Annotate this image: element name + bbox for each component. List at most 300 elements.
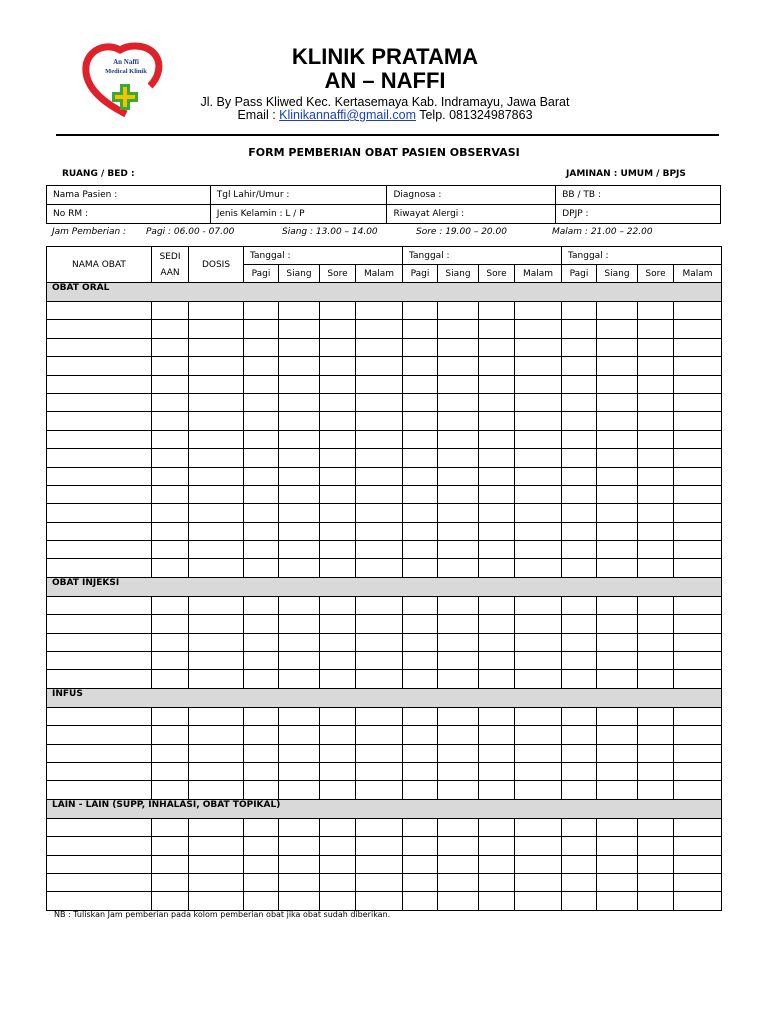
table-cell[interactable] <box>438 449 479 467</box>
table-cell[interactable] <box>597 541 638 559</box>
table-cell[interactable] <box>152 596 189 614</box>
table-cell[interactable] <box>152 726 189 744</box>
table-cell[interactable] <box>244 873 279 891</box>
table-cell[interactable] <box>47 320 152 338</box>
table-cell[interactable] <box>47 504 152 522</box>
table-cell[interactable] <box>479 338 515 356</box>
table-cell[interactable] <box>403 320 438 338</box>
table-cell[interactable] <box>47 596 152 614</box>
table-cell[interactable] <box>320 762 356 780</box>
table-cell[interactable] <box>189 375 244 393</box>
table-cell[interactable] <box>356 559 403 577</box>
table-cell[interactable] <box>515 855 562 873</box>
table-cell[interactable] <box>562 726 597 744</box>
table-cell[interactable] <box>152 375 189 393</box>
table-cell[interactable] <box>47 707 152 725</box>
nama-pasien-field[interactable]: Nama Pasien : <box>47 186 211 205</box>
table-cell[interactable] <box>403 670 438 688</box>
table-cell[interactable] <box>279 781 320 799</box>
table-cell[interactable] <box>320 707 356 725</box>
table-cell[interactable] <box>152 837 189 855</box>
table-cell[interactable] <box>189 485 244 503</box>
table-cell[interactable] <box>597 652 638 670</box>
table-cell[interactable] <box>597 781 638 799</box>
table-cell[interactable] <box>189 412 244 430</box>
table-cell[interactable] <box>562 522 597 540</box>
table-cell[interactable] <box>279 855 320 873</box>
table-cell[interactable] <box>562 430 597 448</box>
table-cell[interactable] <box>244 302 279 320</box>
table-cell[interactable] <box>279 504 320 522</box>
table-cell[interactable] <box>674 393 722 411</box>
table-cell[interactable] <box>515 485 562 503</box>
table-cell[interactable] <box>320 559 356 577</box>
table-cell[interactable] <box>562 338 597 356</box>
table-cell[interactable] <box>244 375 279 393</box>
email-link[interactable]: Klinikannaffi@gmail.com <box>279 108 416 122</box>
table-cell[interactable] <box>438 892 479 910</box>
table-cell[interactable] <box>320 596 356 614</box>
table-cell[interactable] <box>152 652 189 670</box>
table-cell[interactable] <box>674 762 722 780</box>
table-cell[interactable] <box>244 633 279 651</box>
table-cell[interactable] <box>320 302 356 320</box>
table-cell[interactable] <box>562 504 597 522</box>
table-cell[interactable] <box>189 892 244 910</box>
table-cell[interactable] <box>479 596 515 614</box>
table-cell[interactable] <box>189 652 244 670</box>
table-cell[interactable] <box>515 670 562 688</box>
table-cell[interactable] <box>403 430 438 448</box>
table-cell[interactable] <box>356 302 403 320</box>
table-cell[interactable] <box>438 726 479 744</box>
table-cell[interactable] <box>638 837 674 855</box>
table-cell[interactable] <box>438 357 479 375</box>
table-cell[interactable] <box>438 467 479 485</box>
table-cell[interactable] <box>403 707 438 725</box>
table-cell[interactable] <box>356 393 403 411</box>
table-cell[interactable] <box>438 541 479 559</box>
table-cell[interactable] <box>403 892 438 910</box>
table-cell[interactable] <box>597 837 638 855</box>
table-cell[interactable] <box>479 873 515 891</box>
table-cell[interactable] <box>638 744 674 762</box>
table-cell[interactable] <box>152 855 189 873</box>
table-cell[interactable] <box>638 762 674 780</box>
table-cell[interactable] <box>356 357 403 375</box>
table-cell[interactable] <box>438 559 479 577</box>
table-cell[interactable] <box>47 393 152 411</box>
table-cell[interactable] <box>320 892 356 910</box>
table-cell[interactable] <box>152 762 189 780</box>
table-cell[interactable] <box>638 375 674 393</box>
table-cell[interactable] <box>279 633 320 651</box>
table-cell[interactable] <box>152 559 189 577</box>
table-cell[interactable] <box>479 320 515 338</box>
table-cell[interactable] <box>244 504 279 522</box>
table-cell[interactable] <box>152 504 189 522</box>
table-cell[interactable] <box>562 873 597 891</box>
table-cell[interactable] <box>638 615 674 633</box>
table-cell[interactable] <box>244 855 279 873</box>
table-cell[interactable] <box>403 375 438 393</box>
table-cell[interactable] <box>515 615 562 633</box>
table-cell[interactable] <box>279 652 320 670</box>
table-cell[interactable] <box>638 467 674 485</box>
table-cell[interactable] <box>674 357 722 375</box>
tanggal-2[interactable]: Tanggal : <box>403 247 562 265</box>
table-cell[interactable] <box>189 615 244 633</box>
table-cell[interactable] <box>403 541 438 559</box>
table-cell[interactable] <box>244 615 279 633</box>
table-cell[interactable] <box>438 837 479 855</box>
table-cell[interactable] <box>638 393 674 411</box>
table-cell[interactable] <box>320 393 356 411</box>
table-cell[interactable] <box>152 541 189 559</box>
table-cell[interactable] <box>479 744 515 762</box>
table-cell[interactable] <box>189 430 244 448</box>
table-cell[interactable] <box>597 375 638 393</box>
table-cell[interactable] <box>597 430 638 448</box>
table-cell[interactable] <box>244 338 279 356</box>
table-cell[interactable] <box>320 522 356 540</box>
table-cell[interactable] <box>356 412 403 430</box>
table-cell[interactable] <box>638 504 674 522</box>
table-cell[interactable] <box>152 522 189 540</box>
table-cell[interactable] <box>356 338 403 356</box>
table-cell[interactable] <box>152 818 189 836</box>
table-cell[interactable] <box>438 522 479 540</box>
table-cell[interactable] <box>438 670 479 688</box>
table-cell[interactable] <box>403 412 438 430</box>
table-cell[interactable] <box>674 652 722 670</box>
table-cell[interactable] <box>152 320 189 338</box>
table-cell[interactable] <box>597 393 638 411</box>
table-cell[interactable] <box>189 873 244 891</box>
table-cell[interactable] <box>279 393 320 411</box>
table-cell[interactable] <box>244 467 279 485</box>
table-cell[interactable] <box>438 596 479 614</box>
table-cell[interactable] <box>515 633 562 651</box>
table-cell[interactable] <box>479 892 515 910</box>
table-cell[interactable] <box>152 338 189 356</box>
table-cell[interactable] <box>320 670 356 688</box>
table-cell[interactable] <box>674 633 722 651</box>
table-cell[interactable] <box>597 504 638 522</box>
table-cell[interactable] <box>47 837 152 855</box>
table-cell[interactable] <box>356 726 403 744</box>
table-cell[interactable] <box>562 485 597 503</box>
table-cell[interactable] <box>515 781 562 799</box>
table-cell[interactable] <box>562 707 597 725</box>
table-cell[interactable] <box>47 652 152 670</box>
table-cell[interactable] <box>562 781 597 799</box>
table-cell[interactable] <box>479 633 515 651</box>
table-cell[interactable] <box>638 485 674 503</box>
table-cell[interactable] <box>403 855 438 873</box>
table-cell[interactable] <box>638 559 674 577</box>
tanggal-1[interactable]: Tanggal : <box>244 247 403 265</box>
table-cell[interactable] <box>515 818 562 836</box>
table-cell[interactable] <box>356 744 403 762</box>
table-cell[interactable] <box>438 855 479 873</box>
table-cell[interactable] <box>479 559 515 577</box>
table-cell[interactable] <box>47 615 152 633</box>
table-cell[interactable] <box>597 873 638 891</box>
table-cell[interactable] <box>674 504 722 522</box>
table-cell[interactable] <box>597 338 638 356</box>
table-cell[interactable] <box>562 652 597 670</box>
table-cell[interactable] <box>515 430 562 448</box>
table-cell[interactable] <box>479 707 515 725</box>
bb-tb-field[interactable]: BB / TB : <box>556 186 721 205</box>
table-cell[interactable] <box>320 504 356 522</box>
table-cell[interactable] <box>356 633 403 651</box>
table-cell[interactable] <box>479 652 515 670</box>
table-cell[interactable] <box>47 762 152 780</box>
table-cell[interactable] <box>638 707 674 725</box>
table-cell[interactable] <box>279 837 320 855</box>
table-cell[interactable] <box>438 412 479 430</box>
table-cell[interactable] <box>47 485 152 503</box>
table-cell[interactable] <box>320 726 356 744</box>
table-cell[interactable] <box>403 522 438 540</box>
table-cell[interactable] <box>479 375 515 393</box>
table-cell[interactable] <box>515 892 562 910</box>
table-cell[interactable] <box>674 892 722 910</box>
table-cell[interactable] <box>356 781 403 799</box>
table-cell[interactable] <box>597 707 638 725</box>
table-cell[interactable] <box>47 357 152 375</box>
table-cell[interactable] <box>152 412 189 430</box>
table-cell[interactable] <box>438 615 479 633</box>
table-cell[interactable] <box>562 449 597 467</box>
table-cell[interactable] <box>47 726 152 744</box>
table-cell[interactable] <box>320 855 356 873</box>
table-cell[interactable] <box>479 615 515 633</box>
table-cell[interactable] <box>403 873 438 891</box>
table-cell[interactable] <box>597 744 638 762</box>
table-cell[interactable] <box>479 302 515 320</box>
table-cell[interactable] <box>356 596 403 614</box>
table-cell[interactable] <box>356 375 403 393</box>
table-cell[interactable] <box>479 522 515 540</box>
table-cell[interactable] <box>597 615 638 633</box>
table-cell[interactable] <box>47 302 152 320</box>
table-cell[interactable] <box>479 504 515 522</box>
table-cell[interactable] <box>562 320 597 338</box>
table-cell[interactable] <box>356 818 403 836</box>
table-cell[interactable] <box>244 744 279 762</box>
table-cell[interactable] <box>279 357 320 375</box>
table-cell[interactable] <box>189 393 244 411</box>
table-cell[interactable] <box>403 818 438 836</box>
table-cell[interactable] <box>638 338 674 356</box>
table-cell[interactable] <box>403 467 438 485</box>
table-cell[interactable] <box>279 726 320 744</box>
table-cell[interactable] <box>515 762 562 780</box>
table-cell[interactable] <box>674 873 722 891</box>
table-cell[interactable] <box>638 726 674 744</box>
table-cell[interactable] <box>279 375 320 393</box>
table-cell[interactable] <box>638 855 674 873</box>
table-cell[interactable] <box>638 412 674 430</box>
table-cell[interactable] <box>638 449 674 467</box>
table-cell[interactable] <box>403 357 438 375</box>
table-cell[interactable] <box>403 837 438 855</box>
table-cell[interactable] <box>674 412 722 430</box>
table-cell[interactable] <box>674 781 722 799</box>
table-cell[interactable] <box>320 338 356 356</box>
table-cell[interactable] <box>562 892 597 910</box>
table-cell[interactable] <box>674 541 722 559</box>
table-cell[interactable] <box>674 430 722 448</box>
table-cell[interactable] <box>638 596 674 614</box>
table-cell[interactable] <box>244 522 279 540</box>
table-cell[interactable] <box>438 320 479 338</box>
table-cell[interactable] <box>674 375 722 393</box>
table-cell[interactable] <box>515 357 562 375</box>
table-cell[interactable] <box>356 504 403 522</box>
table-cell[interactable] <box>597 302 638 320</box>
table-cell[interactable] <box>638 633 674 651</box>
table-cell[interactable] <box>479 412 515 430</box>
table-cell[interactable] <box>47 670 152 688</box>
table-cell[interactable] <box>152 485 189 503</box>
table-cell[interactable] <box>189 596 244 614</box>
table-cell[interactable] <box>597 892 638 910</box>
table-cell[interactable] <box>152 633 189 651</box>
table-cell[interactable] <box>403 652 438 670</box>
table-cell[interactable] <box>562 633 597 651</box>
table-cell[interactable] <box>597 670 638 688</box>
table-cell[interactable] <box>189 762 244 780</box>
table-cell[interactable] <box>479 430 515 448</box>
table-cell[interactable] <box>597 762 638 780</box>
table-cell[interactable] <box>638 818 674 836</box>
table-cell[interactable] <box>279 412 320 430</box>
table-cell[interactable] <box>189 855 244 873</box>
table-cell[interactable] <box>403 485 438 503</box>
table-cell[interactable] <box>189 449 244 467</box>
table-cell[interactable] <box>674 855 722 873</box>
table-cell[interactable] <box>47 633 152 651</box>
table-cell[interactable] <box>320 467 356 485</box>
table-cell[interactable] <box>189 504 244 522</box>
table-cell[interactable] <box>403 338 438 356</box>
table-cell[interactable] <box>438 430 479 448</box>
table-cell[interactable] <box>674 596 722 614</box>
tgl-lahir-field[interactable]: Tgl Lahir/Umur : <box>210 186 387 205</box>
table-cell[interactable] <box>244 559 279 577</box>
table-cell[interactable] <box>320 633 356 651</box>
table-cell[interactable] <box>438 744 479 762</box>
table-cell[interactable] <box>189 837 244 855</box>
table-cell[interactable] <box>189 781 244 799</box>
table-cell[interactable] <box>597 559 638 577</box>
table-cell[interactable] <box>562 467 597 485</box>
table-cell[interactable] <box>244 762 279 780</box>
table-cell[interactable] <box>479 818 515 836</box>
table-cell[interactable] <box>515 837 562 855</box>
table-cell[interactable] <box>189 670 244 688</box>
table-cell[interactable] <box>562 393 597 411</box>
table-cell[interactable] <box>152 744 189 762</box>
table-cell[interactable] <box>320 652 356 670</box>
table-cell[interactable] <box>638 357 674 375</box>
table-cell[interactable] <box>638 781 674 799</box>
table-cell[interactable] <box>356 670 403 688</box>
table-cell[interactable] <box>47 338 152 356</box>
table-cell[interactable] <box>403 393 438 411</box>
table-cell[interactable] <box>279 430 320 448</box>
table-cell[interactable] <box>515 541 562 559</box>
table-cell[interactable] <box>515 467 562 485</box>
table-cell[interactable] <box>515 652 562 670</box>
table-cell[interactable] <box>597 357 638 375</box>
table-cell[interactable] <box>479 781 515 799</box>
table-cell[interactable] <box>597 485 638 503</box>
table-cell[interactable] <box>279 670 320 688</box>
table-cell[interactable] <box>479 357 515 375</box>
table-cell[interactable] <box>403 615 438 633</box>
table-cell[interactable] <box>515 744 562 762</box>
table-cell[interactable] <box>47 892 152 910</box>
table-cell[interactable] <box>279 892 320 910</box>
table-cell[interactable] <box>189 726 244 744</box>
table-cell[interactable] <box>356 467 403 485</box>
table-cell[interactable] <box>674 559 722 577</box>
table-cell[interactable] <box>279 338 320 356</box>
table-cell[interactable] <box>320 485 356 503</box>
table-cell[interactable] <box>356 762 403 780</box>
table-cell[interactable] <box>279 762 320 780</box>
table-cell[interactable] <box>438 338 479 356</box>
table-cell[interactable] <box>638 430 674 448</box>
table-cell[interactable] <box>356 873 403 891</box>
table-cell[interactable] <box>47 559 152 577</box>
table-cell[interactable] <box>244 541 279 559</box>
table-cell[interactable] <box>562 412 597 430</box>
table-cell[interactable] <box>479 393 515 411</box>
table-cell[interactable] <box>597 596 638 614</box>
table-cell[interactable] <box>597 412 638 430</box>
table-cell[interactable] <box>244 485 279 503</box>
table-cell[interactable] <box>638 302 674 320</box>
table-cell[interactable] <box>597 855 638 873</box>
table-cell[interactable] <box>403 559 438 577</box>
table-cell[interactable] <box>279 818 320 836</box>
table-cell[interactable] <box>47 375 152 393</box>
table-cell[interactable] <box>244 652 279 670</box>
table-cell[interactable] <box>515 320 562 338</box>
table-cell[interactable] <box>438 393 479 411</box>
table-cell[interactable] <box>562 559 597 577</box>
table-cell[interactable] <box>152 670 189 688</box>
table-cell[interactable] <box>674 837 722 855</box>
table-cell[interactable] <box>320 615 356 633</box>
table-cell[interactable] <box>638 522 674 540</box>
table-cell[interactable] <box>674 522 722 540</box>
table-cell[interactable] <box>562 670 597 688</box>
table-cell[interactable] <box>479 541 515 559</box>
table-cell[interactable] <box>356 541 403 559</box>
table-cell[interactable] <box>279 615 320 633</box>
table-cell[interactable] <box>152 781 189 799</box>
table-cell[interactable] <box>320 781 356 799</box>
table-cell[interactable] <box>562 762 597 780</box>
table-cell[interactable] <box>279 320 320 338</box>
